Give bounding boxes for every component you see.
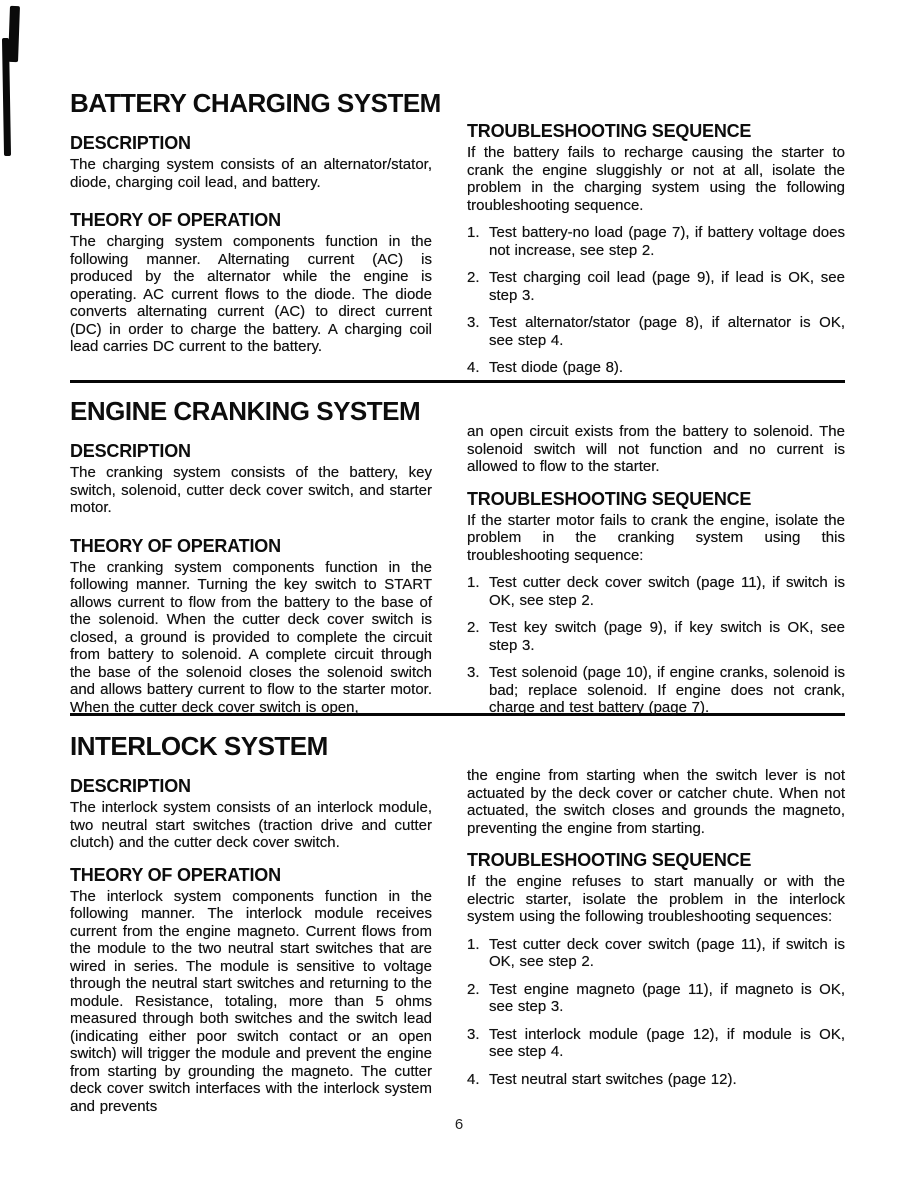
troubleshooting-step	[467, 224, 845, 259]
troubleshooting-step	[467, 269, 845, 304]
theory-heading: THEORY OF OPERATION	[70, 210, 281, 230]
step-text: Test cutter deck cover switch (page 11), if switch is OK, see step 2.	[489, 574, 845, 609]
section-battery-charging	[70, 88, 845, 380]
step-text: Test cutter deck cover switch (page 11), if switch is OK, see step 2.	[489, 935, 845, 970]
troubleshooting-heading: TROUBLESHOOTING SEQUENCE	[467, 850, 752, 870]
section-title: BATTERY CHARGING SYSTEM	[70, 88, 441, 118]
section-interlock	[70, 731, 845, 1115]
theory-text: The interlock system components function in the following manner. The interlock module receives current from the engine magneto. Current flows from the module to the two neutral start switches that are wired in series. The module is sensitive to voltage through the neutral start switches and returning to the module. Resistance, totaling, more than 5 ohms measured through both switches and the switch lead (indicating either poor switch contact or an open switch) will trigger the module and prevent the engine from starting by grounding the magneto. The cutter deck cover switch interfaces with the interlock system and prevents	[70, 887, 432, 1115]
step-text: Test diode (page 8).	[489, 359, 624, 376]
step-number: 4.	[467, 1070, 480, 1088]
troubleshooting-step	[467, 936, 845, 971]
step-number: 3.	[467, 664, 480, 681]
step-number: 3.	[467, 1025, 480, 1043]
step-text: Test key switch (page 9), if key switch is OK, see step 3.	[489, 619, 845, 654]
step-text: Test solenoid (page 10), if engine cranks, solenoid is bad; replace solenoid. If engine does not crank, charge and test battery (page 7).	[489, 664, 845, 716]
step-text: Test interlock module (page 12), if module is OK, see step 4.	[489, 1025, 845, 1060]
theory-text: The cranking system components function in the following manner. Turning the key switch to START allows current to flow from the battery to the base of the solenoid. When the cutter deck cover switch is closed, a ground is provided to complete the circuit from battery to solenoid. A complete circuit through the base of the solenoid closes the solenoid switch and allows battery current to flow to the starter motor. When the cutter deck cover switch is open,	[70, 558, 432, 716]
theory-heading: THEORY OF OPERATION	[70, 864, 281, 885]
step-text: Test battery-no load (page 7), if battery voltage does not increase, see step 2.	[489, 224, 845, 259]
troubleshooting-step	[467, 664, 845, 717]
page-number: 6	[454, 1116, 464, 1133]
section-engine-cranking	[70, 396, 845, 716]
step-number: 1.	[467, 574, 480, 591]
description-text: The charging system consists of an alternator/stator, diode, charging coil lead, and battery.	[70, 156, 432, 191]
step-text: Test alternator/stator (page 8), if alternator is OK, see step 4.	[489, 314, 845, 349]
troubleshooting-steps	[467, 224, 845, 377]
troubleshooting-heading: TROUBLESHOOTING SEQUENCE	[467, 488, 752, 509]
interlock-right-column	[467, 731, 845, 1115]
troubleshooting-step	[467, 619, 845, 654]
troubleshooting-heading: TROUBLESHOOTING SEQUENCE	[467, 121, 752, 141]
troubleshooting-intro: If the starter motor fails to crank the engine, isolate the problem in the cranking system using this troubleshooting sequence:	[467, 511, 845, 564]
theory-text: The charging system components function in the following manner. Alternating current (AC) is produced by the alternator while the engine is operating. AC current flows to the diode. The diode converts alternating current (AC) to direct current (DC) in order to charge the battery. A charging coil lead carries DC current to the battery.	[70, 233, 432, 355]
step-text: Test engine magneto (page 11), if magneto is OK, see step 3.	[489, 980, 845, 1015]
step-number: 4.	[467, 359, 480, 376]
step-number: 3.	[467, 314, 480, 331]
troubleshooting-intro: If the engine refuses to start manually or with the electric starter, isolate the problem in the interlock system using the following troubleshooting sequences:	[467, 873, 845, 925]
troubleshooting-step	[467, 1026, 845, 1061]
cranking-left-column	[70, 396, 432, 727]
step-number: 2.	[467, 269, 480, 286]
description-text: The interlock system consists of an interlock module, two neutral start switches (traction drive and cutter clutch) and the cutter deck cover switch.	[70, 799, 432, 851]
step-number: 1.	[467, 224, 480, 241]
troubleshooting-step	[467, 1071, 845, 1089]
troubleshooting-step	[467, 359, 845, 377]
scan-artifact-mark	[8, 6, 20, 62]
step-number: 1.	[467, 935, 480, 953]
troubleshooting-step	[467, 314, 845, 349]
description-heading: DESCRIPTION	[70, 441, 191, 461]
troubleshooting-intro: If the battery fails to recharge causing the starter to crank the engine sluggishly or not at all, isolate the problem in the charging system using the following troubleshooting sequence.	[467, 144, 845, 214]
step-number: 2.	[467, 980, 480, 998]
description-heading: DESCRIPTION	[70, 133, 191, 153]
battery-right-column	[467, 88, 845, 387]
section-title: INTERLOCK SYSTEM	[70, 731, 328, 761]
section-title: ENGINE CRANKING SYSTEM	[70, 396, 421, 426]
theory-continuation-text: the engine from starting when the switch lever is not actuated by the deck cover or catcher chute. When not actuated, the switch closes and grounds the magneto, preventing the engine from starting.	[467, 767, 845, 837]
cranking-right-column	[467, 396, 845, 727]
manual-page	[70, 88, 845, 1115]
troubleshooting-steps	[467, 574, 845, 717]
troubleshooting-steps	[467, 936, 845, 1089]
description-heading: DESCRIPTION	[70, 776, 191, 796]
step-text: Test neutral start switches (page 12).	[489, 1070, 737, 1088]
step-text: Test charging coil lead (page 9), if lead is OK, see step 3.	[489, 269, 845, 304]
troubleshooting-step	[467, 981, 845, 1016]
theory-continuation-text: an open circuit exists from the battery to solenoid. The solenoid switch will not function and no current is allowed to flow to the starter.	[467, 423, 845, 475]
interlock-left-column	[70, 731, 432, 1115]
step-number: 2.	[467, 619, 480, 636]
description-text: The cranking system consists of the battery, key switch, solenoid, cutter deck cover switch, and starter motor.	[70, 464, 432, 516]
battery-left-column	[70, 88, 441, 387]
troubleshooting-step	[467, 574, 845, 609]
theory-heading: THEORY OF OPERATION	[70, 535, 281, 556]
